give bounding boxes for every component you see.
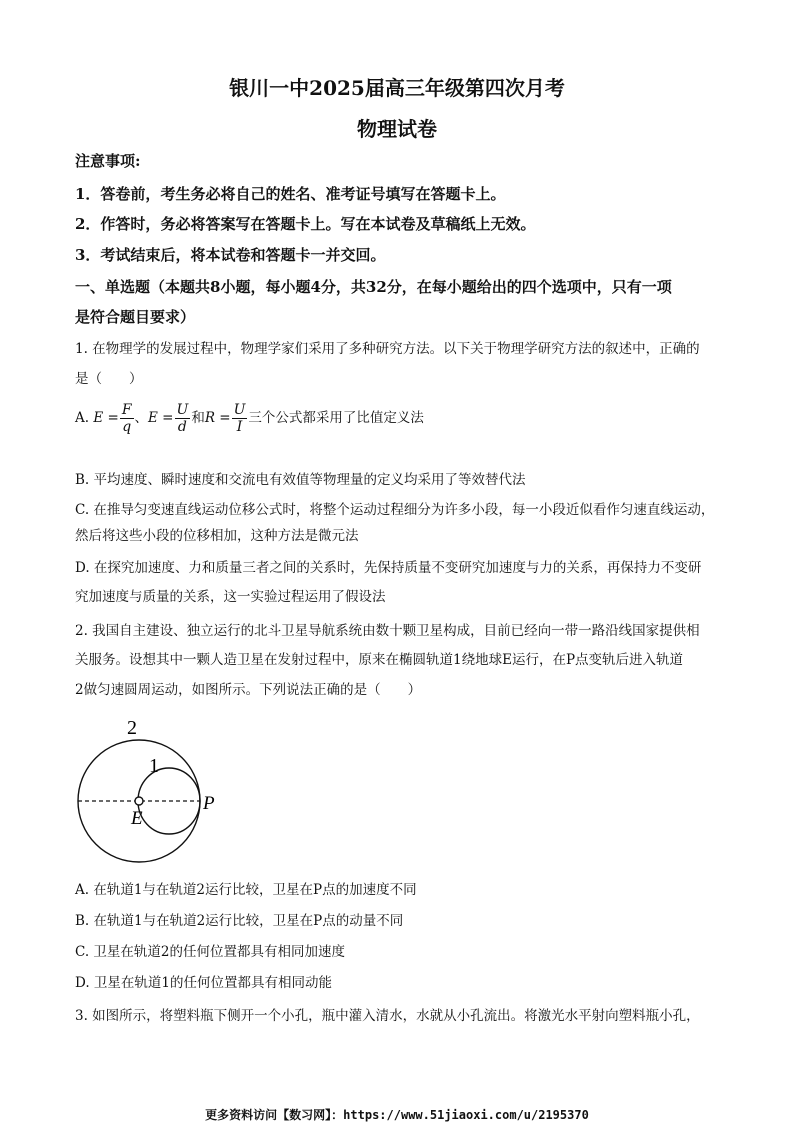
- question-2-option-b: B. 在轨道1与在轨道2运行比较，卫星在P点的动量不同: [75, 913, 404, 929]
- orbit-1-label: 1: [149, 755, 159, 777]
- formula-fraction: $\frac{U}{I}$: [233, 402, 246, 435]
- earth-marker: [135, 797, 143, 805]
- formula-fraction: $\frac{F}{q}$: [121, 402, 132, 435]
- notice-item: 2．作答时，务必将答案写在答题卡上。写在本试卷及草稿纸上无效。: [75, 215, 536, 233]
- footer-link[interactable]: 更多资料访问【数习网】：https://www.51jiaoxi.com/u/2195370: [205, 1108, 589, 1122]
- notice-item: 3．考试结束后，将本试卷和答题卡一并交回。: [75, 246, 386, 264]
- question-2-option-c: C. 卫星在轨道2的任何位置都具有相同加速度: [75, 944, 346, 960]
- page-title: 银川一中2025届高三年级第四次月考: [229, 76, 565, 100]
- section-heading-cont: 是符合题目要求）: [75, 308, 196, 326]
- question-2-stem-cont: 关服务。设想其中一颗人造卫星在发射过程中，原来在椭圆轨道1绕地球E运行，在P点变轨后进入轨道: [75, 652, 684, 668]
- question-1-option-c-cont: 然后将这些小段的位移相加，这种方法是微元法: [75, 528, 359, 544]
- notice-item: 1．答卷前，考生务必将自己的姓名、准考证号填写在答题卡上。: [75, 185, 506, 203]
- question-1-option-b: B. 平均速度、瞬时速度和交流电有效值等物理量的定义均采用了等效替代法: [75, 472, 526, 488]
- question-1-stem-cont: 是（ ）: [75, 371, 143, 387]
- question-3-stem: 3. 如图所示，将塑料瓶下侧开一个小孔，瓶中灌入清水，水就从小孔流出。将激光水平射向塑料瓶小孔，: [75, 1008, 700, 1024]
- formula-fraction: $\frac{U}{d}$: [176, 402, 189, 435]
- question-1-stem: 1. 在物理学的发展过程中，物理学家们采用了多种研究方法。以下关于物理学研究方法的叙述中，正确的: [75, 341, 700, 357]
- earth-label: E: [131, 808, 143, 829]
- section-heading: 一、单选题（本题共8小题，每小题4分，共32分，在每小题给出的四个选项中，只有一项: [75, 278, 672, 296]
- question-1-option-d-cont: 究加速度与质量的关系，这一实验过程运用了假设法: [75, 589, 386, 605]
- orbit-2-label: 2: [127, 717, 137, 739]
- question-1-option-c: C. 在推导匀变速直线运动位移公式时，将整个运动过程细分为许多小段，每一小段近似看作匀速直线运动，: [75, 502, 715, 518]
- question-2-option-a: A. 在轨道1与在轨道2运行比较，卫星在P点的加速度不同: [75, 882, 417, 898]
- orbit-diagram: [70, 712, 230, 872]
- question-2-stem-cont: 2做匀速圆周运动，如图所示。下列说法正确的是（ ）: [75, 682, 422, 698]
- page-subtitle: 物理试卷: [357, 117, 437, 141]
- point-p-label: P: [203, 793, 215, 814]
- question-1-option-d: D. 在探究加速度、力和质量三者之间的关系时，先保持质量不变研究加速度与力的关系，再保持力不变研: [75, 560, 702, 576]
- notice-heading: 注意事项:: [75, 152, 141, 170]
- question-2-option-d: D. 卫星在轨道1的任何位置都具有相同动能: [75, 975, 333, 991]
- question-1-option-a: A. E = $\frac{F}{q}$ 、E = $\frac{U}{d}$ 和R = $\frac{U}{I}$ 三个公式都采用了比值定义法: [75, 402, 424, 435]
- question-2-stem: 2. 我国自主建设、独立运行的北斗卫星导航系统由数十颗卫星构成，目前已经向一带一路沿线国家提供相: [75, 623, 700, 639]
